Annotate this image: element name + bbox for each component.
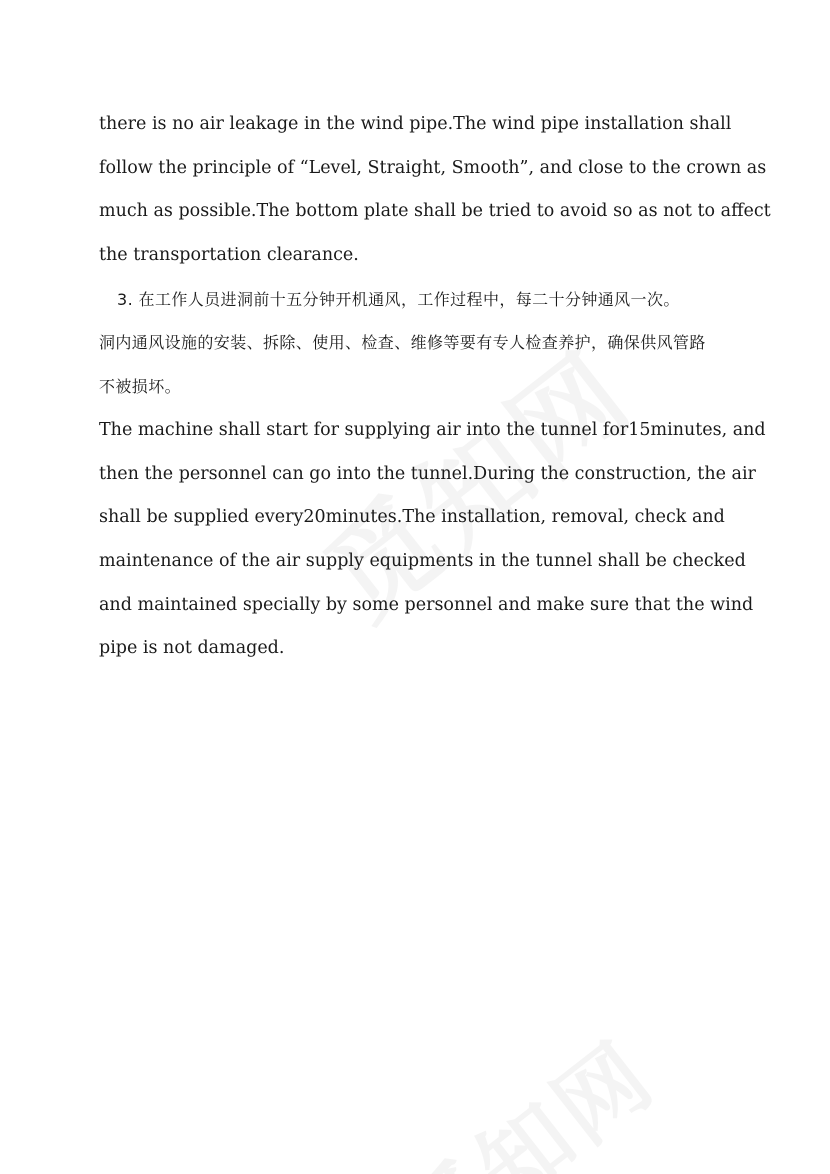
paragraph-chinese-item-3: [99, 278, 729, 409]
text-line: The machine shall start for supplying air into the tunnel for15minutes, and: [99, 419, 766, 440]
document-body: [99, 103, 771, 671]
text-line: maintenance of the air supply equipments in the tunnel shall be checked: [99, 550, 746, 571]
text-line: there is no air leakage in the wind pipe.The wind pipe installation shall: [99, 114, 732, 134]
text-line: and maintained specially by some personnel and make sure that the wind: [99, 594, 754, 615]
text-line: 3. 在工作人员进洞前十五分钟开机通风，工作过程中，每二十分钟通风一次。: [117, 289, 680, 309]
text-line: shall be supplied every20minutes.The installation, removal, check and: [99, 507, 725, 528]
paragraph-english-2: [99, 409, 766, 671]
text-line: pipe is not damaged.: [99, 638, 285, 659]
paragraph-english-1: [99, 103, 771, 278]
text-line: the transportation clearance.: [99, 245, 359, 266]
watermark-logo-lower: [371, 1005, 678, 1174]
text-line: follow the principle of “Level, Straight, Smooth”, and close to the crown as: [99, 157, 767, 178]
text-line: 不被损坏。: [99, 377, 182, 397]
text-line: then the personnel can go into the tunnel.During the construction, the air: [99, 463, 756, 484]
text-line: 洞内通风设施的安装、拆除、使用、检查、维修等要有专人检查养护，确保供风管路: [99, 333, 706, 353]
text-line: much as possible.The bottom plate shall be tried to avoid so as not to affect: [99, 201, 771, 222]
